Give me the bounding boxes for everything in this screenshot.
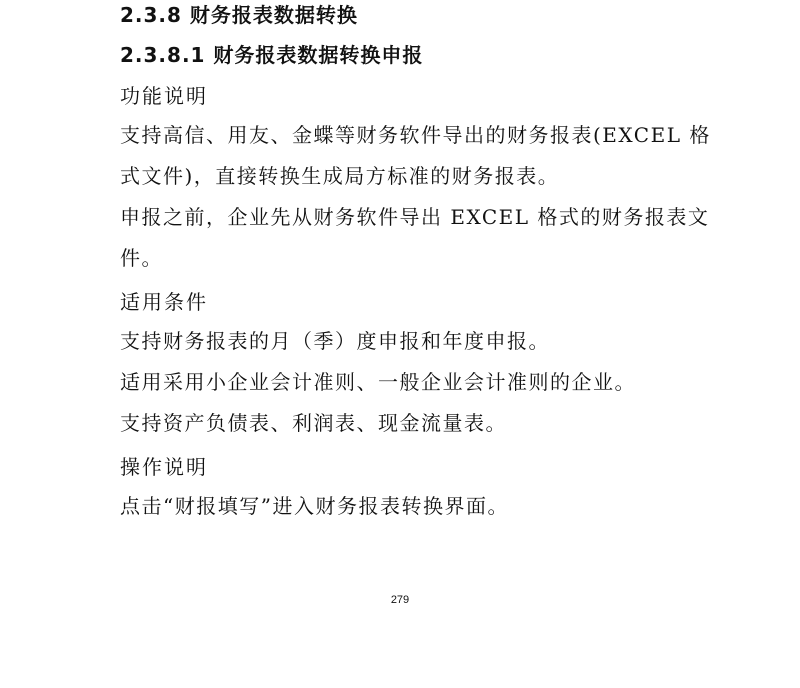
- paragraph-line: 申报之前，企业先从财务软件导出 EXCEL 格式的财务报表文: [120, 205, 710, 229]
- section-title-conditions: 适用条件: [120, 290, 208, 314]
- section-title-operation: 操作说明: [120, 455, 208, 479]
- paragraph-line: 点击“财报填写”进入财务报表转换界面。: [120, 494, 509, 518]
- paragraph-line: 支持财务报表的月（季）度申报和年度申报。: [120, 329, 550, 353]
- section-title-function: 功能说明: [120, 84, 208, 108]
- paragraph-line: 式文件)，直接转换生成局方标准的财务报表。: [120, 164, 560, 188]
- heading-2-3-8: 2.3.8 财务报表数据转换: [120, 3, 358, 27]
- paragraph-line: 件。: [120, 246, 163, 270]
- paragraph-line: 支持资产负债表、利润表、现金流量表。: [120, 411, 507, 435]
- heading-2-3-8-1: 2.3.8.1 财务报表数据转换申报: [120, 43, 424, 67]
- paragraph-line: 适用采用小企业会计准则、一般企业会计准则的企业。: [120, 370, 636, 394]
- page-number: 279: [390, 594, 410, 606]
- paragraph-line: 支持高信、用友、金蝶等财务软件导出的财务报表(EXCEL 格: [120, 123, 711, 147]
